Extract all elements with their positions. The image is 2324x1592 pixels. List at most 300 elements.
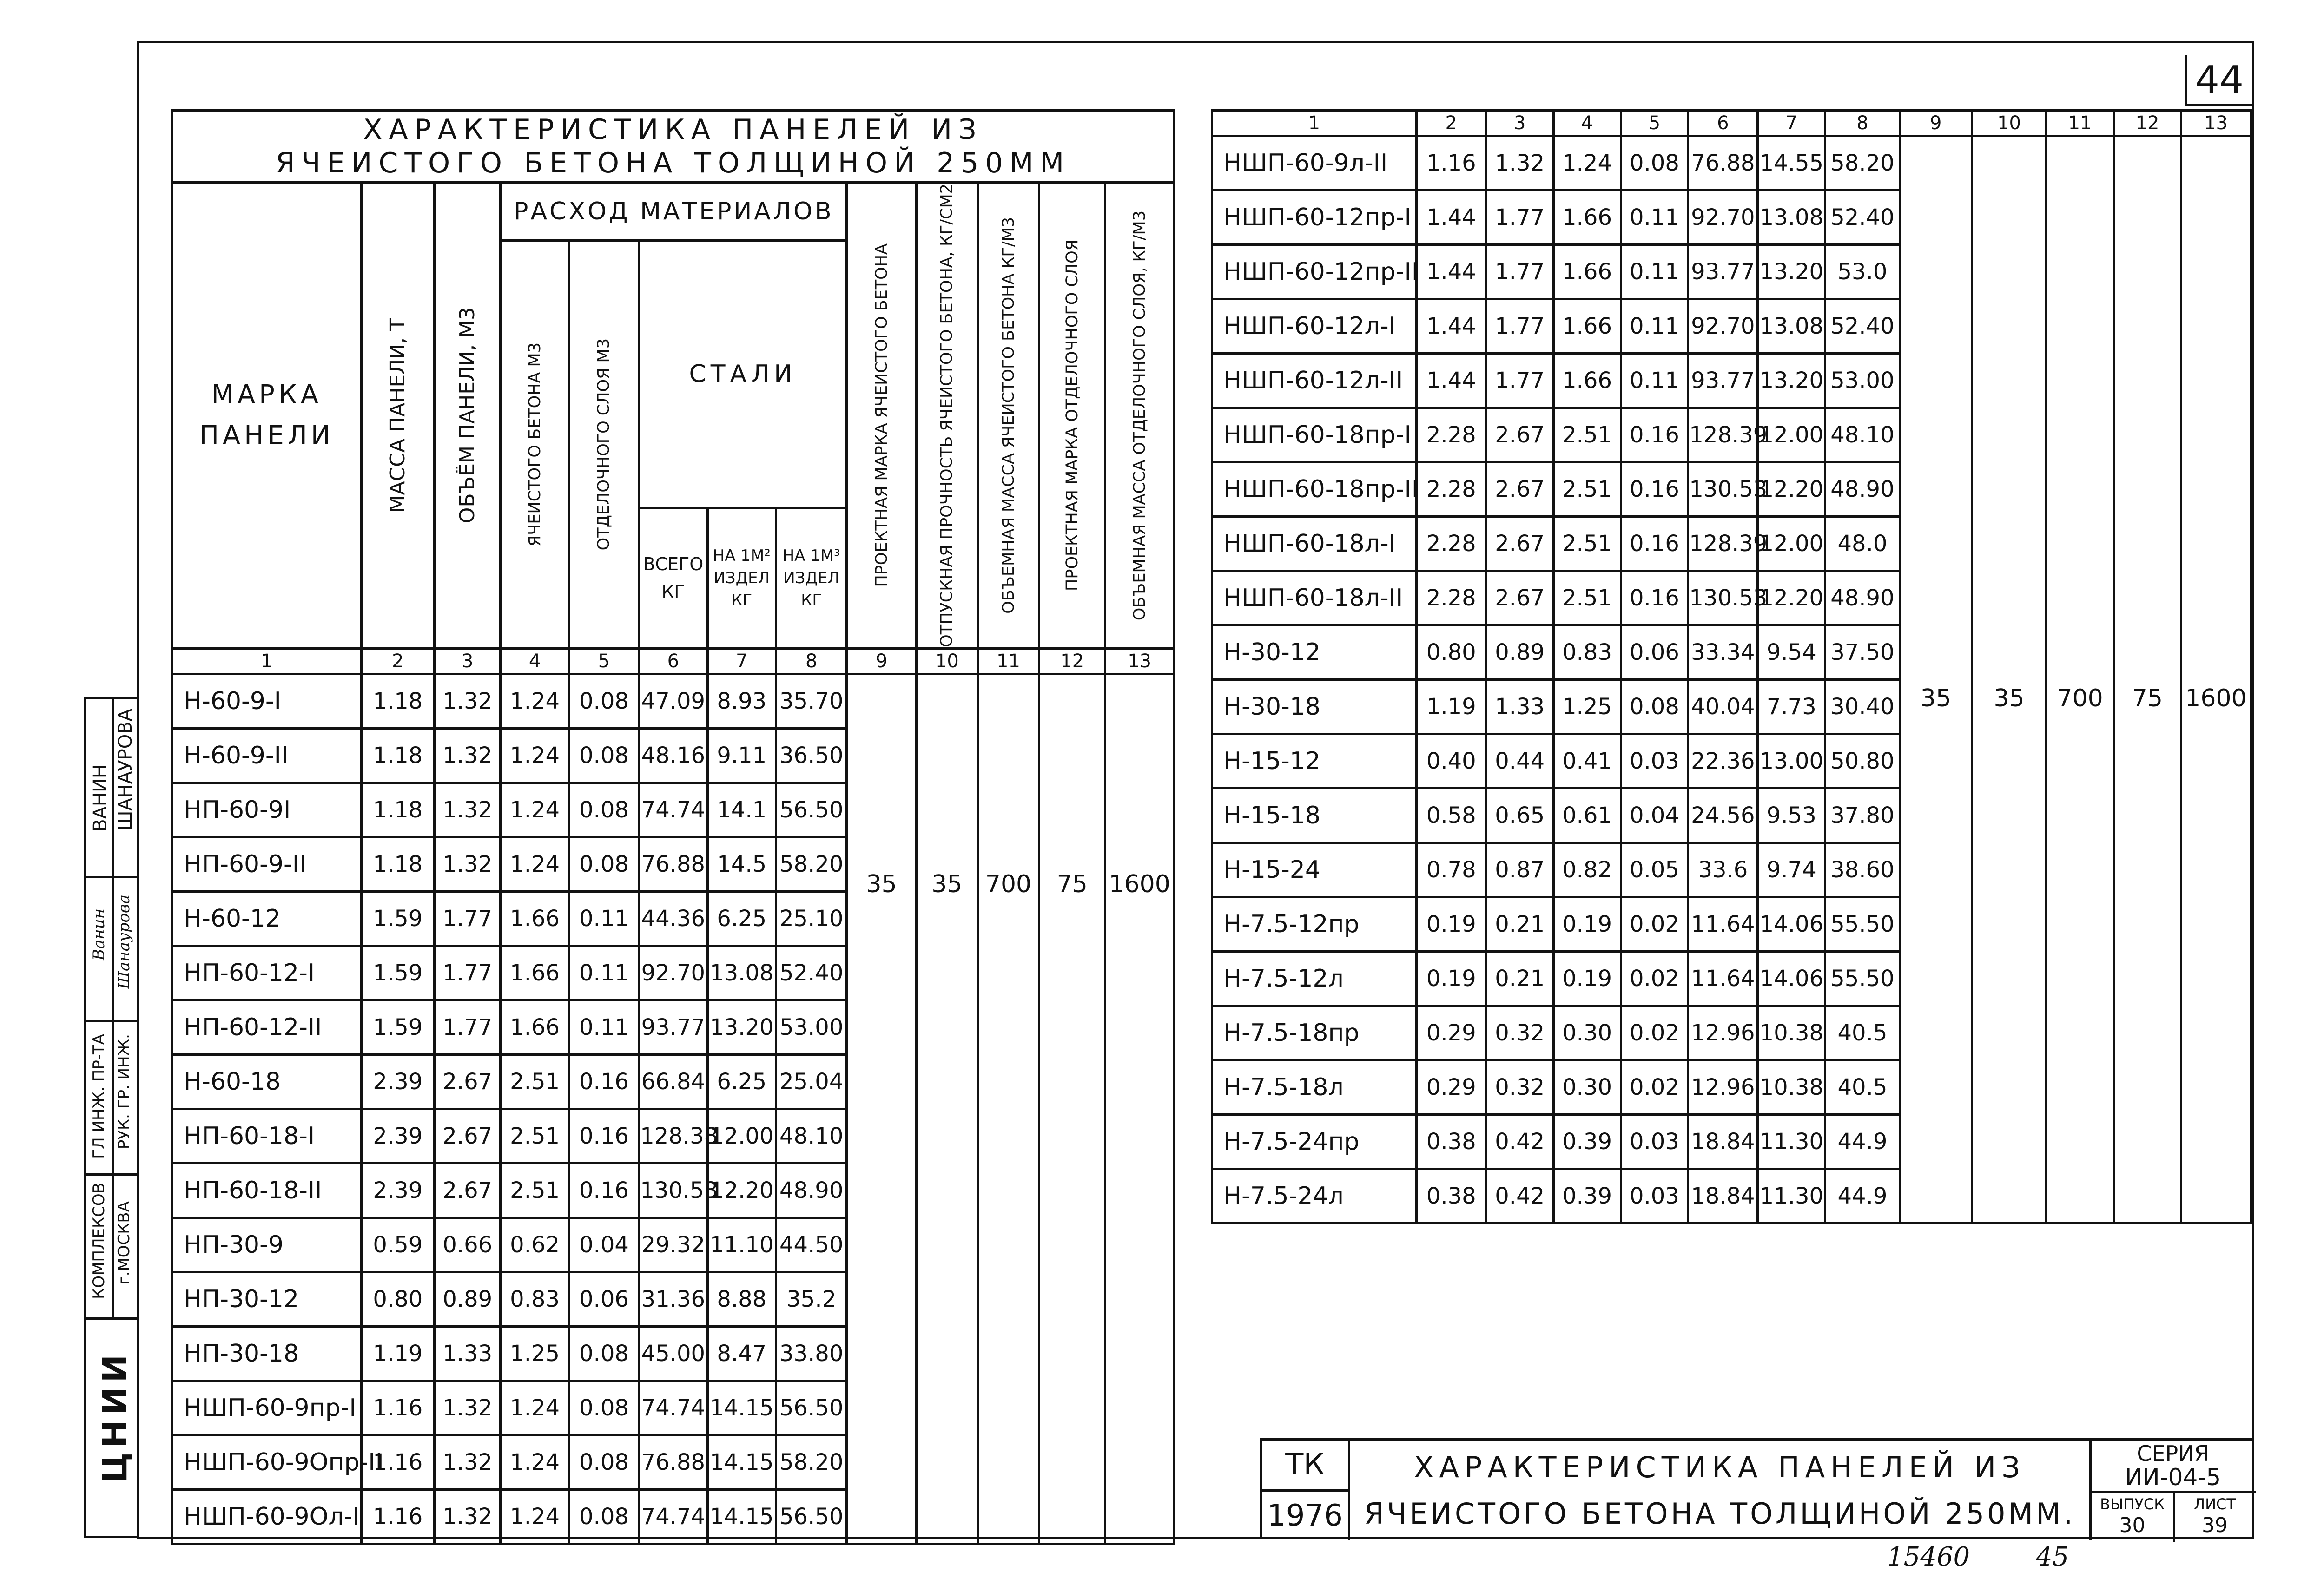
value-cell: 130.53 — [639, 1163, 707, 1217]
value-cell: 48.0 — [1825, 517, 1900, 571]
panel-table-right — [1211, 109, 2252, 1224]
value-cell: 0.16 — [569, 1163, 639, 1217]
header-cellular-concrete — [501, 241, 569, 649]
column-number: 11 — [2047, 111, 2114, 136]
value-cell: 0.39 — [1553, 1169, 1621, 1224]
value-cell: 1.59 — [361, 946, 435, 1000]
stamp-org-logo: ЦНИИ — [95, 1350, 134, 1484]
value-cell: 48.90 — [1825, 462, 1900, 517]
column-number: 13 — [2181, 111, 2251, 136]
value-cell: 0.19 — [1553, 897, 1621, 952]
value-cell: 2.39 — [361, 1163, 435, 1217]
value-cell: 13.20 — [1758, 354, 1825, 408]
value-cell: 40.5 — [1825, 1006, 1900, 1060]
left-stamp — [84, 697, 137, 1538]
frame-left — [137, 41, 139, 1539]
value-cell: 13.08 — [1758, 299, 1825, 354]
value-cell: 9.54 — [1758, 625, 1825, 680]
panel-mark-cell: НП-60-9-II — [172, 837, 362, 891]
panel-mark-cell: НШП-60-18л-II — [1212, 571, 1417, 625]
value-cell: 93.77 — [639, 1000, 707, 1054]
stamp-row2-name: ШАНАУРОВА — [115, 709, 136, 831]
column-number: 5 — [1621, 111, 1688, 136]
column-number: 5 — [569, 648, 639, 674]
table1-title-line1: ХАРАКТЕРИСТИКА ПАНЕЛЕЙ ИЗ — [363, 113, 983, 146]
panel-mark-cell: Н-60-12 — [172, 891, 362, 946]
value-cell: 13.20 — [707, 1000, 776, 1054]
tb-h-right — [2089, 1491, 2256, 1493]
value-cell: 12.00 — [707, 1109, 776, 1163]
value-cell: 1.19 — [1416, 680, 1486, 734]
table-row — [1212, 136, 2251, 191]
value-cell: 1.33 — [1486, 680, 1553, 734]
stamp-divider-h2 — [86, 1020, 139, 1022]
common-value: 700 — [2057, 684, 2103, 712]
value-cell: 48.90 — [1825, 571, 1900, 625]
value-cell: 1.16 — [361, 1381, 435, 1435]
value-cell: 0.16 — [1621, 517, 1688, 571]
value-cell: 0.39 — [1553, 1115, 1621, 1169]
common-value-cell — [977, 674, 1039, 1544]
header-per-m2 — [707, 508, 776, 648]
common-value-cell — [1039, 674, 1105, 1544]
value-cell: 53.00 — [776, 1000, 846, 1054]
value-cell: 12.20 — [707, 1163, 776, 1217]
value-cell: 14.06 — [1758, 897, 1825, 952]
value-cell: 1.44 — [1416, 191, 1486, 245]
value-cell: 0.03 — [1621, 1115, 1688, 1169]
value-cell: 10.38 — [1758, 1006, 1825, 1060]
common-value: 35 — [866, 870, 897, 898]
value-cell: 1.25 — [1553, 680, 1621, 734]
value-cell: 6.25 — [707, 1054, 776, 1109]
panel-mark-cell: Н-15-12 — [1212, 734, 1417, 789]
value-cell: 11.30 — [1758, 1169, 1825, 1224]
value-cell: 0.42 — [1486, 1169, 1553, 1224]
header-total-label: ВСЕГО КГ — [643, 554, 704, 603]
value-cell: 52.40 — [776, 946, 846, 1000]
value-cell: 0.83 — [1553, 625, 1621, 680]
common-value: 75 — [1056, 870, 1088, 898]
header-mark-label: МАРКА ПАНЕЛИ — [199, 379, 334, 451]
value-cell: 38.60 — [1825, 843, 1900, 897]
tb-title-line2: ЯЧЕИСТОГО БЕТОНА ТОЛЩИНОЙ 250ММ. — [1364, 1497, 2076, 1531]
panel-mark-cell: Н-30-18 — [1212, 680, 1417, 734]
value-cell: 0.59 — [361, 1217, 435, 1272]
common-value-cell — [916, 674, 977, 1544]
value-cell: 12.20 — [1758, 571, 1825, 625]
value-cell: 1.66 — [501, 1000, 569, 1054]
stamp-row1-signature: Ванин — [90, 908, 108, 960]
column-number: 6 — [639, 648, 707, 674]
panel-mark-cell: НШП-60-9л-II — [1212, 136, 1417, 191]
value-cell: 0.08 — [1621, 680, 1688, 734]
value-cell: 0.65 — [1486, 789, 1553, 843]
header-per-m3-label: НА 1М³ ИЗДЕЛ КГ — [782, 546, 840, 610]
value-cell: 33.80 — [776, 1326, 846, 1381]
column-number: 7 — [1758, 111, 1825, 136]
value-cell: 12.00 — [1758, 408, 1825, 462]
value-cell: 12.96 — [1688, 1006, 1758, 1060]
value-cell: 1.44 — [1416, 245, 1486, 299]
column-number: 7 — [707, 648, 776, 674]
value-cell: 0.02 — [1621, 1060, 1688, 1115]
value-cell: 2.51 — [1553, 408, 1621, 462]
panel-mark-cell: НП-60-18-I — [172, 1109, 362, 1163]
column-number-row — [172, 648, 1174, 674]
value-cell: 48.10 — [1825, 408, 1900, 462]
header-cellular-concrete-label: ЯЧЕИСТОГО БЕТОНА М3 — [525, 342, 544, 546]
value-cell: 1.32 — [435, 1435, 501, 1489]
value-cell: 0.03 — [1621, 1169, 1688, 1224]
value-cell: 2.28 — [1416, 571, 1486, 625]
value-cell: 6.25 — [707, 891, 776, 946]
value-cell: 1.24 — [501, 674, 569, 728]
common-value-cell — [1900, 136, 1972, 1224]
value-cell: 0.11 — [569, 946, 639, 1000]
header-volume — [435, 183, 501, 649]
value-cell: 47.09 — [639, 674, 707, 728]
value-cell: 37.80 — [1825, 789, 1900, 843]
value-cell: 0.66 — [435, 1217, 501, 1272]
value-cell: 9.11 — [707, 728, 776, 783]
value-cell: 0.62 — [501, 1217, 569, 1272]
value-cell: 13.08 — [1758, 191, 1825, 245]
value-cell: 1.24 — [1553, 136, 1621, 191]
value-cell: 13.08 — [707, 946, 776, 1000]
value-cell: 1.32 — [435, 783, 501, 837]
value-cell: 1.24 — [501, 728, 569, 783]
value-cell: 0.16 — [1621, 408, 1688, 462]
value-cell: 8.88 — [707, 1272, 776, 1326]
value-cell: 2.51 — [1553, 462, 1621, 517]
tb-sheet-value: 39 — [2202, 1513, 2228, 1537]
panel-mark-cell: НШП-60-12л-II — [1212, 354, 1417, 408]
value-cell: 55.50 — [1825, 952, 1900, 1006]
table1-body — [172, 674, 1174, 1544]
value-cell: 1.77 — [1486, 299, 1553, 354]
stamp-org-line2: г.МОСКВА — [115, 1201, 133, 1285]
value-cell: 10.38 — [1758, 1060, 1825, 1115]
value-cell: 0.11 — [569, 1000, 639, 1054]
stamp-org-line1: КОМПЛЕКСОВ — [90, 1183, 108, 1299]
panel-mark-cell: Н-7.5-24пр — [1212, 1115, 1417, 1169]
value-cell: 13.20 — [1758, 245, 1825, 299]
value-cell: 7.73 — [1758, 680, 1825, 734]
panel-mark-cell: Н-15-24 — [1212, 843, 1417, 897]
value-cell: 0.05 — [1621, 843, 1688, 897]
value-cell: 92.70 — [1688, 299, 1758, 354]
value-cell: 76.88 — [639, 837, 707, 891]
value-cell: 53.0 — [1825, 245, 1900, 299]
value-cell: 0.16 — [569, 1054, 639, 1109]
value-cell: 1.24 — [501, 1489, 569, 1544]
column-number: 12 — [2114, 111, 2181, 136]
value-cell: 11.10 — [707, 1217, 776, 1272]
value-cell: 0.16 — [1621, 571, 1688, 625]
value-cell: 130.53 — [1688, 571, 1758, 625]
table1-title — [172, 111, 1174, 183]
value-cell: 1.16 — [1416, 136, 1486, 191]
value-cell: 22.36 — [1688, 734, 1758, 789]
column-number: 4 — [1553, 111, 1621, 136]
value-cell: 12.00 — [1758, 517, 1825, 571]
value-cell: 0.82 — [1553, 843, 1621, 897]
value-cell: 0.29 — [1416, 1006, 1486, 1060]
header-design-grade-label: ПРОЕКТНАЯ МАРКА ЯЧЕИСТОГО БЕТОНА — [872, 243, 891, 587]
value-cell: 1.77 — [1486, 191, 1553, 245]
value-cell: 14.15 — [707, 1489, 776, 1544]
value-cell: 44.50 — [776, 1217, 846, 1272]
column-number: 10 — [1972, 111, 2046, 136]
table1-title-line2: ЯЧЕИСТОГО БЕТОНА ТОЛЩИНОЙ 250ММ — [275, 147, 1071, 179]
value-cell: 93.77 — [1688, 354, 1758, 408]
common-value: 1600 — [2185, 684, 2247, 712]
value-cell: 11.64 — [1688, 897, 1758, 952]
value-cell: 1.24 — [501, 1435, 569, 1489]
value-cell: 128.39 — [1688, 408, 1758, 462]
common-value-cell — [2047, 136, 2114, 1224]
column-number: 4 — [501, 648, 569, 674]
header-mass-label: МАССА ПАНЕЛИ, Т — [385, 318, 409, 513]
header-per-m2-label: НА 1М² ИЗДЕЛ КГ — [713, 546, 771, 610]
common-value-cell — [2114, 136, 2181, 1224]
value-cell: 1.18 — [361, 837, 435, 891]
value-cell: 1.19 — [361, 1326, 435, 1381]
tb-sheet-label: ЛИСТ — [2194, 1495, 2236, 1513]
column-number: 1 — [172, 648, 362, 674]
value-cell: 2.67 — [435, 1109, 501, 1163]
header-release-strength — [916, 183, 977, 649]
stamp-row2-role: РУК. ГР. ИНЖ. — [115, 1034, 133, 1150]
value-cell: 48.90 — [776, 1163, 846, 1217]
value-cell: 1.32 — [435, 837, 501, 891]
value-cell: 1.18 — [361, 728, 435, 783]
value-cell: 0.38 — [1416, 1115, 1486, 1169]
column-number: 9 — [1900, 111, 1972, 136]
panel-mark-cell: НШП-60-12л-I — [1212, 299, 1417, 354]
header-finish-density — [1105, 183, 1174, 649]
value-cell: 12.20 — [1758, 462, 1825, 517]
value-cell: 2.67 — [1486, 462, 1553, 517]
value-cell: 0.19 — [1416, 952, 1486, 1006]
value-cell: 0.04 — [569, 1217, 639, 1272]
table2-body — [1212, 136, 2251, 1224]
value-cell: 0.83 — [501, 1272, 569, 1326]
column-number: 8 — [776, 648, 846, 674]
value-cell: 1.59 — [361, 891, 435, 946]
value-cell: 0.11 — [1621, 245, 1688, 299]
value-cell: 0.21 — [1486, 897, 1553, 952]
panel-mark-cell: НП-60-12-I — [172, 946, 362, 1000]
value-cell: 0.08 — [569, 1381, 639, 1435]
value-cell: 0.30 — [1553, 1006, 1621, 1060]
value-cell: 0.32 — [1486, 1060, 1553, 1115]
common-value: 35 — [931, 870, 963, 898]
panel-mark-cell: НШП-60-12пр-I — [1212, 191, 1417, 245]
value-cell: 1.24 — [501, 1381, 569, 1435]
value-cell: 130.53 — [1688, 462, 1758, 517]
panel-mark-cell: НП-60-12-II — [172, 1000, 362, 1054]
value-cell: 1.33 — [435, 1326, 501, 1381]
value-cell: 1.16 — [361, 1489, 435, 1544]
common-value-cell — [1105, 674, 1174, 1544]
value-cell: 40.5 — [1825, 1060, 1900, 1115]
value-cell: 11.30 — [1758, 1115, 1825, 1169]
frame-top — [137, 41, 2254, 43]
value-cell: 0.11 — [1621, 354, 1688, 408]
value-cell: 0.08 — [569, 1326, 639, 1381]
value-cell: 0.89 — [1486, 625, 1553, 680]
value-cell: 66.84 — [639, 1054, 707, 1109]
panel-mark-cell: НП-30-12 — [172, 1272, 362, 1326]
value-cell: 0.87 — [1486, 843, 1553, 897]
column-number: 2 — [361, 648, 435, 674]
common-value: 1600 — [1109, 870, 1170, 898]
value-cell: 0.08 — [569, 783, 639, 837]
value-cell: 30.40 — [1825, 680, 1900, 734]
column-number: 9 — [847, 648, 916, 674]
value-cell: 58.20 — [776, 837, 846, 891]
title-block — [1260, 1438, 2253, 1538]
value-cell: 1.66 — [501, 946, 569, 1000]
panel-mark-cell: НШП-60-18пр-I — [1212, 408, 1417, 462]
value-cell: 36.50 — [776, 728, 846, 783]
column-number: 8 — [1825, 111, 1900, 136]
value-cell: 0.08 — [569, 728, 639, 783]
stamp-row2-signature: Шанаурова — [115, 895, 133, 989]
value-cell: 0.19 — [1553, 952, 1621, 1006]
bottom-note-left: 15460 — [1887, 1542, 1970, 1572]
value-cell: 1.18 — [361, 674, 435, 728]
value-cell: 0.80 — [1416, 625, 1486, 680]
panel-mark-cell: Н-7.5-12л — [1212, 952, 1417, 1006]
value-cell: 35.2 — [776, 1272, 846, 1326]
panel-mark-cell: Н-60-9-II — [172, 728, 362, 783]
value-cell: 1.66 — [1553, 299, 1621, 354]
page-number-box — [2185, 55, 2252, 106]
value-cell: 14.15 — [707, 1435, 776, 1489]
header-mass — [361, 183, 435, 649]
value-cell: 0.19 — [1416, 897, 1486, 952]
value-cell: 92.70 — [1688, 191, 1758, 245]
header-materials-label: РАСХОД МАТЕРИАЛОВ — [514, 197, 834, 225]
panel-mark-cell: Н-15-18 — [1212, 789, 1417, 843]
header-finishing-layer — [569, 241, 639, 649]
value-cell: 0.02 — [1621, 952, 1688, 1006]
value-cell: 93.77 — [1688, 245, 1758, 299]
header-finish-grade — [1039, 183, 1105, 649]
value-cell: 52.40 — [1825, 299, 1900, 354]
value-cell: 1.24 — [501, 783, 569, 837]
tb-code: ТК — [1285, 1447, 1325, 1482]
value-cell: 92.70 — [639, 946, 707, 1000]
value-cell: 0.40 — [1416, 734, 1486, 789]
value-cell: 1.32 — [435, 1489, 501, 1544]
value-cell: 58.20 — [1825, 136, 1900, 191]
common-value-cell — [1972, 136, 2046, 1224]
column-number: 3 — [1486, 111, 1553, 136]
value-cell: 2.28 — [1416, 517, 1486, 571]
value-cell: 1.66 — [501, 891, 569, 946]
value-cell: 0.61 — [1553, 789, 1621, 843]
value-cell: 14.1 — [707, 783, 776, 837]
tb-year: 1976 — [1267, 1499, 1343, 1533]
value-cell: 1.25 — [501, 1326, 569, 1381]
panel-mark-cell: Н-60-9-I — [172, 674, 362, 728]
value-cell: 33.6 — [1688, 843, 1758, 897]
value-cell: 76.88 — [1688, 136, 1758, 191]
value-cell: 56.50 — [776, 1381, 846, 1435]
value-cell: 2.28 — [1416, 462, 1486, 517]
value-cell: 1.77 — [435, 1000, 501, 1054]
value-cell: 74.74 — [639, 783, 707, 837]
header-bulk-density — [977, 183, 1039, 649]
tb-series-value: ИИ-04-5 — [2125, 1464, 2221, 1491]
panel-mark-cell: Н-7.5-24л — [1212, 1169, 1417, 1224]
value-cell: 1.77 — [435, 891, 501, 946]
value-cell: 33.34 — [1688, 625, 1758, 680]
value-cell: 2.67 — [1486, 571, 1553, 625]
column-number: 6 — [1688, 111, 1758, 136]
header-design-grade — [847, 183, 916, 649]
value-cell: 2.67 — [435, 1163, 501, 1217]
value-cell: 2.51 — [501, 1054, 569, 1109]
value-cell: 18.84 — [1688, 1169, 1758, 1224]
value-cell: 1.77 — [435, 946, 501, 1000]
stamp-row1-name: ВАНИН — [90, 764, 111, 832]
column-number: 12 — [1039, 648, 1105, 674]
value-cell: 0.08 — [569, 674, 639, 728]
value-cell: 14.15 — [707, 1381, 776, 1435]
common-value-cell — [2181, 136, 2251, 1224]
stamp-divider-h1 — [86, 876, 139, 878]
stamp-row1-role: ГЛ ИНЖ. ПР-ТА — [90, 1034, 108, 1159]
value-cell: 40.04 — [1688, 680, 1758, 734]
value-cell: 1.66 — [1553, 245, 1621, 299]
value-cell: 2.39 — [361, 1054, 435, 1109]
header-per-m3 — [776, 508, 846, 648]
header-release-strength-label: ОТПУСКНАЯ ПРОЧНОСТЬ ЯЧЕИСТОГО БЕТОНА, КГ/СМ2 — [938, 184, 957, 647]
value-cell: 12.96 — [1688, 1060, 1758, 1115]
value-cell: 0.11 — [1621, 299, 1688, 354]
value-cell: 29.32 — [639, 1217, 707, 1272]
value-cell: 52.40 — [1825, 191, 1900, 245]
value-cell: 128.38 — [639, 1109, 707, 1163]
header-volume-label: ОБЪЁМ ПАНЕЛИ, М3 — [455, 307, 479, 524]
stamp-divider-h4 — [86, 1317, 139, 1320]
value-cell: 0.03 — [1621, 734, 1688, 789]
value-cell: 0.08 — [569, 1435, 639, 1489]
value-cell: 1.59 — [361, 1000, 435, 1054]
value-cell: 2.28 — [1416, 408, 1486, 462]
value-cell: 1.24 — [501, 837, 569, 891]
table-row — [172, 674, 1174, 728]
column-number: 13 — [1105, 648, 1174, 674]
common-value: 35 — [1994, 684, 2025, 712]
value-cell: 11.64 — [1688, 952, 1758, 1006]
value-cell: 55.50 — [1825, 897, 1900, 952]
common-value: 35 — [1920, 684, 1951, 712]
column-number-row — [1212, 111, 2251, 136]
value-cell: 0.38 — [1416, 1169, 1486, 1224]
value-cell: 25.10 — [776, 891, 846, 946]
value-cell: 8.47 — [707, 1326, 776, 1381]
value-cell: 128.39 — [1688, 517, 1758, 571]
value-cell: 0.08 — [569, 837, 639, 891]
panel-mark-cell: Н-7.5-18пр — [1212, 1006, 1417, 1060]
value-cell: 2.51 — [501, 1109, 569, 1163]
